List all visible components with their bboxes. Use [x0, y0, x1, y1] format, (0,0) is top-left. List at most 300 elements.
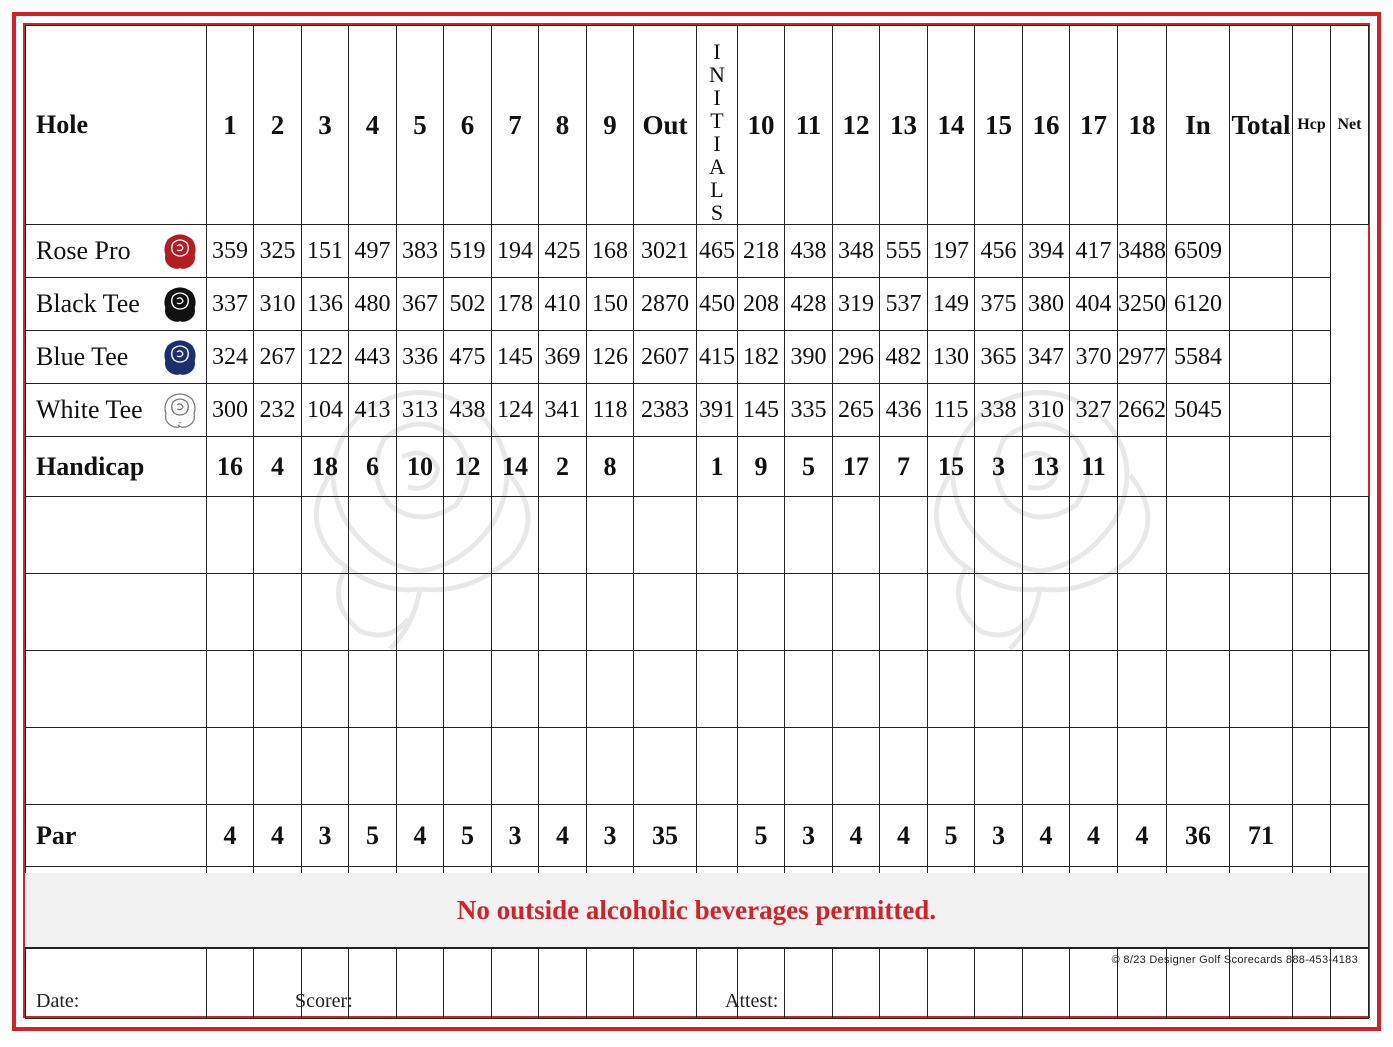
score-cell[interactable] [1167, 651, 1230, 728]
score-cell[interactable] [1293, 497, 1331, 574]
score-cell[interactable] [1230, 728, 1293, 805]
score-cell[interactable] [539, 497, 587, 574]
score-cell[interactable] [1023, 497, 1070, 574]
par-cell: 5 [349, 805, 397, 867]
initials-letter: I [713, 131, 721, 156]
score-cell[interactable] [1167, 574, 1230, 651]
score-cell[interactable] [1118, 574, 1167, 651]
yardage-cell: 126 [587, 331, 634, 384]
score-cell[interactable] [975, 574, 1023, 651]
score-cell[interactable] [1070, 574, 1118, 651]
score-cell[interactable] [785, 943, 833, 1019]
score-cell[interactable] [697, 728, 738, 805]
score-cell[interactable] [1167, 497, 1230, 574]
yardage-cell: 341 [539, 384, 587, 437]
score-cell[interactable] [975, 651, 1023, 728]
yardage-cell: 555 [880, 225, 928, 278]
out-yardage-cell: 2607 [634, 331, 697, 384]
handicap-cell: 17 [833, 437, 880, 497]
yardage-cell: 300 [207, 384, 254, 437]
hcp-cell [1230, 384, 1293, 437]
scorer-label: Scorer: [295, 990, 353, 1012]
score-cell[interactable] [738, 728, 785, 805]
in-yardage-cell: 3488 [1118, 225, 1167, 278]
score-cell[interactable] [1023, 574, 1070, 651]
hole-number: 11 [785, 26, 833, 225]
out-yardage-cell: 3021 [634, 225, 697, 278]
score-cell[interactable] [880, 574, 928, 651]
yardage-cell: 130 [928, 331, 975, 384]
score-cell[interactable] [1331, 574, 1369, 651]
score-cell[interactable] [492, 574, 539, 651]
hcp-cell [1230, 278, 1293, 331]
yardage-cell: 347 [1023, 331, 1070, 384]
par-cell: 4 [207, 805, 254, 867]
tee-label [36, 283, 206, 325]
score-cell[interactable] [539, 728, 587, 805]
yardage-cell: 182 [738, 331, 785, 384]
score-cell[interactable] [833, 943, 880, 1019]
score-cell[interactable] [492, 497, 539, 574]
score-cell[interactable] [1118, 651, 1167, 728]
yardage-cell: 150 [587, 278, 634, 331]
score-cell[interactable] [207, 943, 254, 1019]
score-cell[interactable] [1167, 728, 1230, 805]
score-cell[interactable] [349, 651, 397, 728]
score-cell[interactable] [254, 651, 302, 728]
score-cell[interactable] [1070, 497, 1118, 574]
yardage-cell: 218 [738, 225, 785, 278]
handicap-cell: 16 [207, 437, 254, 497]
yardage-cell: 208 [738, 278, 785, 331]
yardage-cell: 394 [1023, 225, 1070, 278]
score-cell[interactable] [587, 497, 634, 574]
score-cell[interactable] [833, 728, 880, 805]
score-cell[interactable] [302, 651, 349, 728]
score-cell[interactable] [1230, 574, 1293, 651]
tee-label [36, 389, 206, 431]
yardage-cell: 149 [928, 278, 975, 331]
tee-name-cell [26, 225, 207, 278]
yardage-cell: 380 [1023, 278, 1070, 331]
handicap-cell: 8 [587, 437, 634, 497]
total-yardage-cell: 6509 [1167, 225, 1230, 278]
yardage-cell: 265 [833, 384, 880, 437]
par-cell: 5 [444, 805, 492, 867]
yardage-cell: 197 [928, 225, 975, 278]
tee-row [26, 225, 1369, 278]
score-cell[interactable] [1293, 574, 1331, 651]
score-cell[interactable] [1023, 728, 1070, 805]
out-yardage-cell: 2870 [634, 278, 697, 331]
yardage-cell: 425 [539, 225, 587, 278]
hole-number: 18 [1118, 26, 1167, 225]
rose-icon [160, 389, 200, 431]
par-cell: 3 [975, 805, 1023, 867]
score-cell[interactable] [397, 651, 444, 728]
score-cell[interactable] [928, 728, 975, 805]
score-cell[interactable] [1023, 651, 1070, 728]
yardage-cell: 404 [1070, 278, 1118, 331]
hole-number: 14 [928, 26, 975, 225]
yardage-cell: 194 [492, 225, 539, 278]
yardage-cell: 359 [207, 225, 254, 278]
yardage-cell: 267 [254, 331, 302, 384]
score-cell[interactable] [785, 497, 833, 574]
score-cell[interactable] [207, 728, 254, 805]
hole-number: 12 [833, 26, 880, 225]
handicap-cell: 10 [397, 437, 444, 497]
score-cell[interactable] [1230, 497, 1293, 574]
par-cell: 4 [1070, 805, 1118, 867]
initials-letter: I [713, 85, 721, 110]
out-yardage-cell: 2383 [634, 384, 697, 437]
score-cell[interactable] [492, 651, 539, 728]
score-cell[interactable] [738, 651, 785, 728]
score-cell[interactable] [587, 728, 634, 805]
score-cell[interactable] [785, 574, 833, 651]
tee-name: White Tee [36, 395, 143, 424]
score-cell[interactable] [539, 651, 587, 728]
yardage-cell: 319 [833, 278, 880, 331]
in-yardage-cell: 2977 [1118, 331, 1167, 384]
score-cell[interactable] [880, 943, 928, 1019]
hole-number: 4 [349, 26, 397, 225]
yardage-cell: 325 [254, 225, 302, 278]
handicap-cell: 3 [975, 437, 1023, 497]
score-cell[interactable] [539, 574, 587, 651]
handicap-cell: 7 [880, 437, 928, 497]
tee-name-cell [26, 384, 207, 437]
handicap-cell: 11 [1070, 437, 1118, 497]
score-cell[interactable] [587, 943, 634, 1019]
hole-number: 5 [397, 26, 444, 225]
yardage-cell: 410 [539, 278, 587, 331]
tee-row [26, 384, 1369, 437]
par-cell: 5 [928, 805, 975, 867]
score-cell[interactable] [254, 728, 302, 805]
score-entry-row [26, 497, 1369, 574]
score-cell[interactable] [1070, 651, 1118, 728]
par-cell: 4 [254, 805, 302, 867]
score-cell[interactable] [634, 728, 697, 805]
score-cell[interactable] [785, 728, 833, 805]
total-label: Total [1230, 26, 1293, 225]
tee-name: Rose Pro [36, 236, 131, 265]
score-cell[interactable] [928, 497, 975, 574]
hcp-cell [1230, 437, 1293, 497]
handicap-cell: 6 [349, 437, 397, 497]
score-cell[interactable] [634, 497, 697, 574]
hole-number: 7 [492, 26, 539, 225]
score-cell[interactable] [880, 497, 928, 574]
player-name-cell[interactable] [26, 651, 207, 728]
score-cell[interactable] [975, 728, 1023, 805]
yardage-cell: 348 [833, 225, 880, 278]
par-cell: 5 [738, 805, 785, 867]
score-cell[interactable] [207, 651, 254, 728]
yardage-cell: 122 [302, 331, 349, 384]
yardage-cell: 118 [587, 384, 634, 437]
yardage-cell: 502 [444, 278, 492, 331]
yardage-cell: 428 [785, 278, 833, 331]
score-cell[interactable] [1070, 728, 1118, 805]
score-cell[interactable] [833, 574, 880, 651]
score-cell[interactable] [444, 728, 492, 805]
initials-letter: I [713, 39, 721, 64]
score-cell[interactable] [738, 497, 785, 574]
yardage-cell: 443 [349, 331, 397, 384]
yardage-cell: 168 [587, 225, 634, 278]
hole-number: 17 [1070, 26, 1118, 225]
score-cell[interactable] [302, 497, 349, 574]
score-cell[interactable] [928, 574, 975, 651]
score-cell[interactable] [634, 574, 697, 651]
total-cell [1167, 437, 1230, 497]
yardage-cell: 369 [539, 331, 587, 384]
score-cell[interactable] [444, 943, 492, 1019]
yardage-cell: 537 [880, 278, 928, 331]
score-entry-row [26, 574, 1369, 651]
yardage-cell: 438 [785, 225, 833, 278]
net-cell [1293, 384, 1331, 437]
score-cell[interactable] [833, 651, 880, 728]
yardage-cell: 232 [254, 384, 302, 437]
yardage-cell: 519 [444, 225, 492, 278]
score-entry-row [26, 651, 1369, 728]
handicap-label: Handicap [26, 437, 207, 497]
score-cell[interactable] [697, 574, 738, 651]
yardage-cell: 335 [785, 384, 833, 437]
yardage-cell: 115 [928, 384, 975, 437]
yardage-cell: 370 [1070, 331, 1118, 384]
score-cell[interactable] [349, 574, 397, 651]
yardage-cell: 417 [1070, 225, 1118, 278]
yardage-cell: 465 [697, 225, 738, 278]
attest-label: Attest: [725, 990, 779, 1012]
score-cell[interactable] [928, 943, 975, 1019]
yardage-cell: 475 [444, 331, 492, 384]
score-cell[interactable] [492, 943, 539, 1019]
score-cell[interactable] [302, 574, 349, 651]
score-cell[interactable] [302, 728, 349, 805]
player-name-cell[interactable] [26, 574, 207, 651]
yardage-cell: 145 [492, 331, 539, 384]
tee-name-cell [26, 331, 207, 384]
yardage-cell: 375 [975, 278, 1023, 331]
score-cell[interactable] [539, 943, 587, 1019]
initials-letter: T [710, 108, 724, 133]
hole-header-row [26, 26, 1369, 225]
yardage-cell: 310 [254, 278, 302, 331]
score-cell[interactable] [444, 574, 492, 651]
par-cell: 4 [833, 805, 880, 867]
in-label: In [1167, 26, 1230, 225]
hcp-cell [1293, 805, 1331, 867]
score-cell[interactable] [254, 574, 302, 651]
score-cell[interactable] [634, 943, 697, 1019]
yardage-cell: 296 [833, 331, 880, 384]
yardage-cell: 151 [302, 225, 349, 278]
score-cell[interactable] [444, 651, 492, 728]
score-cell[interactable] [697, 497, 738, 574]
par-cell: 4 [880, 805, 928, 867]
yardage-cell: 391 [697, 384, 738, 437]
score-cell[interactable] [697, 651, 738, 728]
handicap-cell: 18 [302, 437, 349, 497]
yardage-cell: 450 [697, 278, 738, 331]
hole-number: 10 [738, 26, 785, 225]
yardage-cell: 413 [349, 384, 397, 437]
yardage-cell: 415 [697, 331, 738, 384]
par-cell: 4 [1118, 805, 1167, 867]
score-cell[interactable] [975, 943, 1023, 1019]
score-cell[interactable] [207, 497, 254, 574]
rose-icon [160, 283, 200, 325]
in-yardage-cell: 3250 [1118, 278, 1167, 331]
par-in-cell: 36 [1167, 805, 1230, 867]
tee-row [26, 278, 1369, 331]
player-name-cell[interactable] [26, 497, 207, 574]
yardage-cell: 438 [444, 384, 492, 437]
score-cell[interactable] [880, 651, 928, 728]
handicap-cell: 12 [444, 437, 492, 497]
yardage-cell: 482 [880, 331, 928, 384]
out-cell [634, 437, 697, 497]
hole-number: 13 [880, 26, 928, 225]
handicap-cell: 2 [539, 437, 587, 497]
in-yardage-cell: 2662 [1118, 384, 1167, 437]
tee-label [36, 336, 206, 378]
score-cell[interactable] [975, 497, 1023, 574]
score-cell[interactable] [785, 651, 833, 728]
handicap-cell: 14 [492, 437, 539, 497]
rose-icon [160, 336, 200, 378]
net-cell [1293, 331, 1331, 384]
hcp-label: Hcp [1293, 26, 1331, 225]
score-cell[interactable] [587, 651, 634, 728]
score-cell[interactable] [397, 497, 444, 574]
score-cell[interactable] [1331, 651, 1369, 728]
score-cell[interactable] [1230, 651, 1293, 728]
par-row [26, 805, 1369, 867]
net-cell [1293, 225, 1331, 278]
yardage-cell: 480 [349, 278, 397, 331]
date-label: Date: [36, 990, 80, 1012]
hole-number: 9 [587, 26, 634, 225]
hole-number: 2 [254, 26, 302, 225]
hole-number: 8 [539, 26, 587, 225]
net-cell [1293, 278, 1331, 331]
hcp-cell [1230, 331, 1293, 384]
yardage-cell: 104 [302, 384, 349, 437]
copyright-text: © 8/23 Designer Golf Scorecards 888-453-4183 [1111, 954, 1358, 966]
score-cell[interactable] [1293, 651, 1331, 728]
score-cell[interactable] [349, 728, 397, 805]
tee-row [26, 331, 1369, 384]
handicap-cell: 5 [785, 437, 833, 497]
initials-letter: S [710, 200, 724, 225]
score-cell[interactable] [207, 574, 254, 651]
score-cell[interactable] [928, 651, 975, 728]
score-cell[interactable] [738, 574, 785, 651]
score-cell[interactable] [1293, 728, 1331, 805]
yardage-cell: 136 [302, 278, 349, 331]
in-cell [1118, 437, 1167, 497]
score-cell[interactable] [397, 574, 444, 651]
score-cell[interactable] [254, 497, 302, 574]
par-cell: 3 [492, 805, 539, 867]
total-yardage-cell: 5045 [1167, 384, 1230, 437]
yardage-cell: 390 [785, 331, 833, 384]
score-cell[interactable] [587, 574, 634, 651]
hole-number: 15 [975, 26, 1023, 225]
initials-letter: L [710, 177, 724, 202]
total-yardage-cell: 6120 [1167, 278, 1230, 331]
handicap-cell: 15 [928, 437, 975, 497]
score-cell[interactable] [444, 497, 492, 574]
par-cell: 3 [587, 805, 634, 867]
handicap-cell: 4 [254, 437, 302, 497]
hole-number: 6 [444, 26, 492, 225]
score-cell[interactable] [1023, 943, 1070, 1019]
score-cell[interactable] [634, 651, 697, 728]
handicap-row [26, 437, 1369, 497]
yardage-cell: 383 [397, 225, 444, 278]
score-cell[interactable] [833, 497, 880, 574]
initials-letter: A [709, 154, 725, 179]
par-cell: 4 [1023, 805, 1070, 867]
yardage-cell: 367 [397, 278, 444, 331]
score-cell[interactable] [492, 728, 539, 805]
hcp-cell [1230, 225, 1293, 278]
score-cell[interactable] [349, 943, 397, 1019]
yardage-cell: 336 [397, 331, 444, 384]
tee-name: Blue Tee [36, 342, 129, 371]
score-cell[interactable] [880, 728, 928, 805]
score-cell[interactable] [1118, 728, 1167, 805]
hole-number: 3 [302, 26, 349, 225]
initials-column [697, 26, 738, 225]
yardage-cell: 310 [1023, 384, 1070, 437]
yardage-cell: 497 [349, 225, 397, 278]
par-total-cell: 71 [1230, 805, 1293, 867]
score-cell[interactable] [1331, 497, 1369, 574]
handicap-cell: 13 [1023, 437, 1070, 497]
out-label: Out [634, 26, 697, 225]
net-label: Net [1331, 26, 1369, 225]
player-name-cell[interactable] [26, 728, 207, 805]
handicap-cell: 1 [697, 437, 738, 497]
yardage-cell: 178 [492, 278, 539, 331]
score-cell[interactable] [349, 497, 397, 574]
score-cell[interactable] [397, 728, 444, 805]
yardage-cell: 124 [492, 384, 539, 437]
score-entry-row [26, 728, 1369, 805]
score-cell[interactable] [1070, 943, 1118, 1019]
score-cell[interactable] [1118, 497, 1167, 574]
par-cell: 4 [539, 805, 587, 867]
initials-letter: N [709, 62, 725, 87]
yardage-cell: 313 [397, 384, 444, 437]
yardage-cell: 436 [880, 384, 928, 437]
par-out-cell: 35 [634, 805, 697, 867]
par-cell: 3 [785, 805, 833, 867]
score-cell[interactable] [397, 943, 444, 1019]
yardage-cell: 338 [975, 384, 1023, 437]
score-cell[interactable] [1331, 728, 1369, 805]
handicap-cell: 9 [738, 437, 785, 497]
